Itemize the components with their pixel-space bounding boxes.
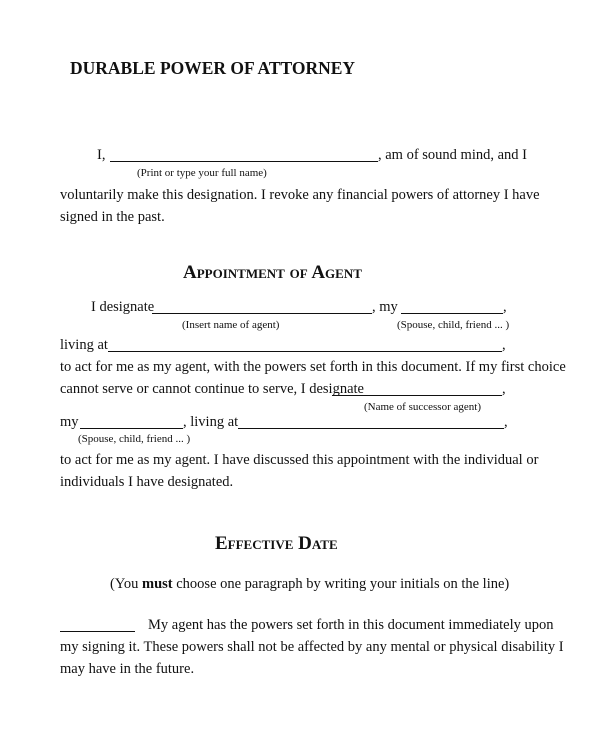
intro-line: signed in the past. <box>60 209 165 225</box>
full-name-line[interactable] <box>110 161 378 162</box>
agent-name-line[interactable] <box>152 313 372 314</box>
intro-suffix: , am of sound mind, and I <box>378 147 528 163</box>
full-name-caption: (Print or type your full name) <box>137 167 267 179</box>
body-line: individuals I have designated. <box>60 474 234 490</box>
agent-relation-caption: (Spouse, child, friend ... ) <box>397 319 510 331</box>
effective-instructions <box>110 575 509 593</box>
effective-date-heading: Effective Date <box>215 533 338 554</box>
successor-relation-line[interactable] <box>80 428 183 429</box>
successor-relation-caption: (Spouse, child, friend ... ) <box>78 433 191 445</box>
body-line: cannot serve or cannot continue to serve, I designate <box>60 381 364 397</box>
instr-text: (You <box>110 576 142 592</box>
body-line: may have in the future. <box>60 661 195 677</box>
comma: , <box>504 414 508 430</box>
body-line: to act for me as my agent, with the powers set forth in this document. If my first choice <box>60 359 566 375</box>
body-line: my signing it. These powers shall not be affected by any mental or physical disability I <box>60 639 564 655</box>
my-label: my <box>60 414 79 430</box>
comma: , <box>502 337 506 353</box>
successor-address-line[interactable] <box>238 428 504 429</box>
my-label: , my <box>372 299 398 315</box>
intro-prefix: I, <box>97 147 106 163</box>
body-line: My agent has the powers set forth in this document immediately upon <box>148 617 554 633</box>
document-title: DURABLE POWER OF ATTORNEY <box>70 58 356 78</box>
successor-name-line[interactable] <box>332 395 502 396</box>
intro-line: voluntarily make this designation. I revoke any financial powers of attorney I have <box>60 187 540 203</box>
living-at-label: living at <box>60 337 108 353</box>
instr-text: choose one paragraph by writing your initials on the line) <box>172 576 510 592</box>
designate-label: I designate <box>91 299 155 315</box>
appointment-heading: Appointment of Agent <box>183 262 362 283</box>
successor-caption: (Name of successor agent) <box>364 401 481 413</box>
comma: , <box>502 381 506 397</box>
agent-name-caption: (Insert name of agent) <box>182 319 280 331</box>
agent-address-line[interactable] <box>108 351 502 352</box>
living-at-label: , living at <box>183 414 239 430</box>
initials-line[interactable] <box>60 631 135 632</box>
comma: , <box>503 299 507 315</box>
agent-relation-line[interactable] <box>401 313 503 314</box>
body-line: to act for me as my agent. I have discussed this appointment with the individual or <box>60 452 539 468</box>
instr-emphasis: must <box>141 576 173 592</box>
